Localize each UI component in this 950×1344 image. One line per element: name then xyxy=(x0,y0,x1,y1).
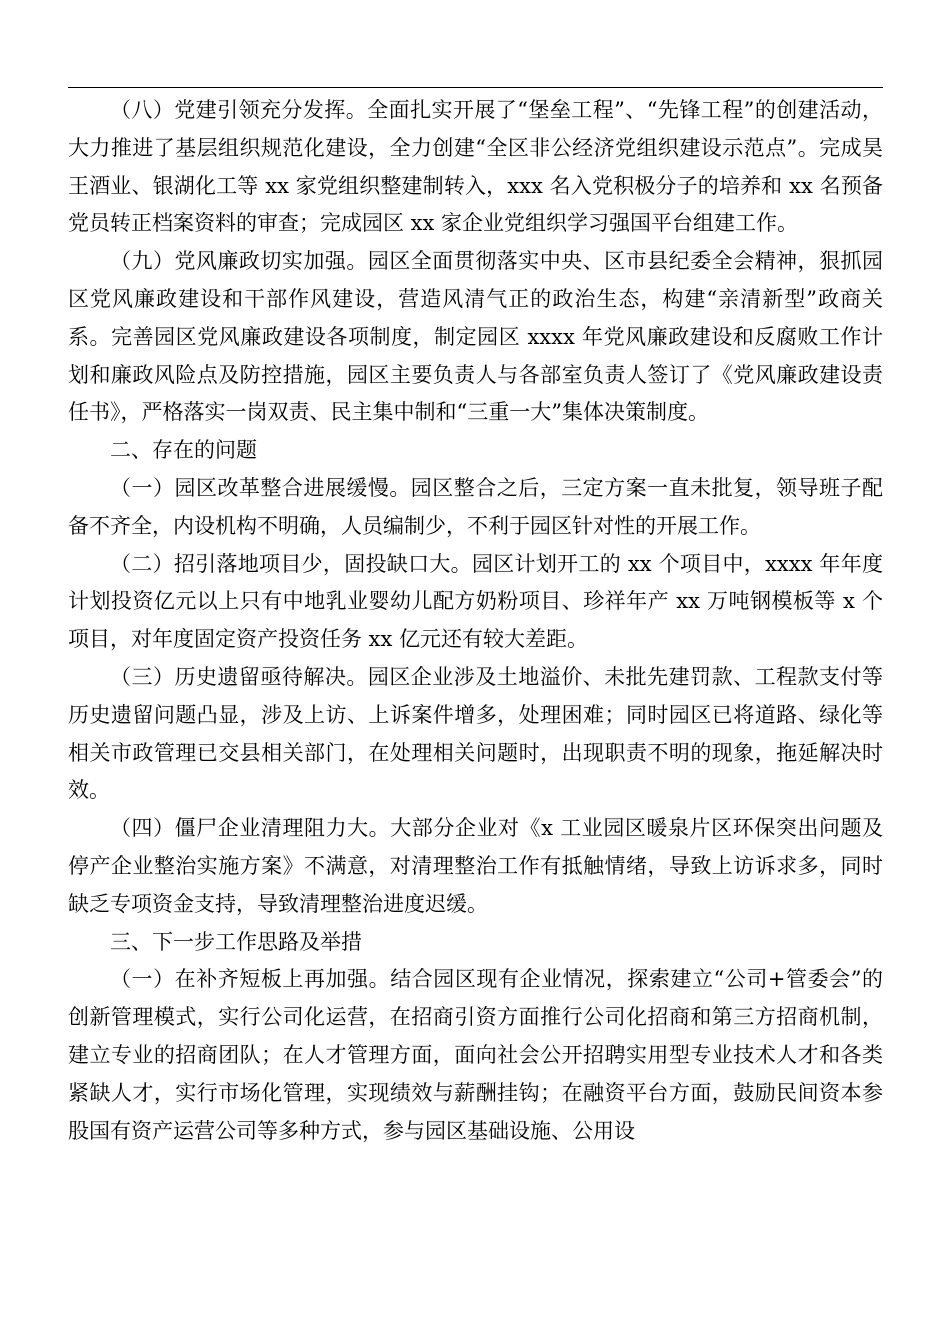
paragraph-measure-1: （一）在补齐短板上再加强。结合园区现有企业情况，探索建立“公司+管委会”的创新管理模式，实行公司化运营，在招商引资方面推行公司化招商和第三方招商机制，建立专业的招商团队；在人才管理方面，面向社会公开招聘实用型专业技术人才和各类紧缺人才，实行市场化管理，实现绩效与薪酬挂钩；在融资平台方面，鼓励民间资本参股国有资产运营公司等多种方式，参与园区基础设施、公用设 xyxy=(68,967,883,1143)
section-heading-problems: 二、存在的问题 xyxy=(110,438,257,463)
section-heading-next-steps: 三、下一步工作思路及举措 xyxy=(110,929,362,954)
paragraph-integrity: （九）党风廉政切实加强。园区全面贯彻落实中央、区市县纪委全会精神，狠抓园区党风廉政建设和干部作风建设，营造风清气正的政治生态，构建“亲清新型”政商关系。完善园区党风廉政建设各项制度，制定园区 xxxx 年党风廉政建设和反腐败工作计划和廉政风险点及防控措施，园区主要负责人与各部室负责人签订了《党风廉政建设责任书》，严格落实一岗双责、民主集中制和“三重一大”集体决策制度。 xyxy=(68,249,883,425)
document-body xyxy=(68,92,883,1150)
paragraph-problem-3: （三）历史遗留亟待解决。园区企业涉及土地溢价、未批先建罚款、工程款支付等历史遗留问题凸显，涉及上访、上诉案件增多，处理困难；同时园区已将道路、绿化等相关市政管理已交县相关部门，在处理相关问题时，出现职责不明的现象，拖延解决时效。 xyxy=(68,664,883,803)
paragraph-problem-2: （二）招引落地项目少，固投缺口大。园区计划开工的 xx 个项目中，xxxx 年年度计划投资亿元以上只有中地乳业婴幼儿配方奶粉项目、珍祥年产 xx 万吨钢模板等 x 个项目，对年度固定资产投资任务 xx 亿元还有较大差距。 xyxy=(68,551,883,652)
header-rule xyxy=(68,87,883,88)
paragraph-problem-1: （一）园区改革整合进展缓慢。园区整合之后，三定方案一直未批复，领导班子配备不齐全，内设机构不明确，人员编制少，不利于园区针对性的开展工作。 xyxy=(68,475,883,538)
paragraph-problem-4: （四）僵尸企业清理阻力大。大部分企业对《x 工业园区暖泉片区环保突出问题及停产企业整治实施方案》不满意，对清理整治工作有抵触情绪，导致上访诉求多，同时缺乏专项资金支持，导致清理整治进度迟缓。 xyxy=(68,816,883,916)
paragraph-party-building: （八）党建引领充分发挥。全面扎实开展了“堡垒工程”、“先锋工程”的创建活动，大力推进了基层组织规范化建设，全力创建“全区非公经济党组织建设示范点”。完成昊王酒业、银湖化工等 xx 家党组织整建制转入，xxx 名入党积极分子的培养和 xx 名预备党员转正档案资料的审查；完成园区 xx 家企业党组织学习强国平台组建工作。 xyxy=(68,98,883,236)
